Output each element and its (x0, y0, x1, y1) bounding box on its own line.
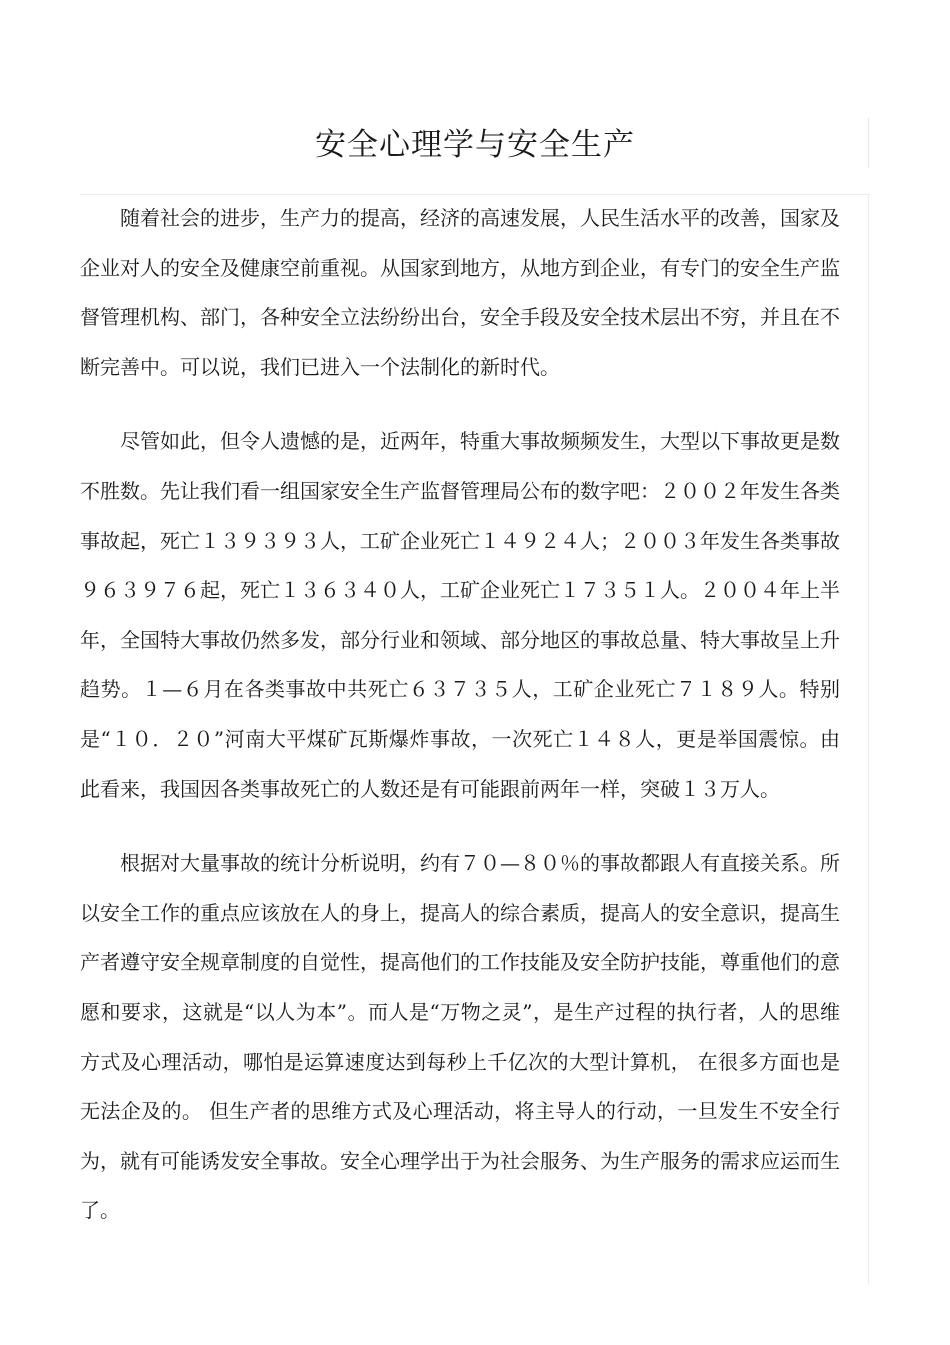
paragraph-3: 根据对大量事故的统计分析说明，约有７０—８０％的事故都跟人有直接关系。所以安全工作的重点应该放在人的身上，提高人的综合素质，提高人的安全意识，提高生产者遵守安全规章制度的自觉性，提高他们的工作技能及安全防护技能，尊重他们的意愿和要求，这就是“以人为本”。而人是“万物之灵”，是生产过程的执行者，人的思维方式及心理活动，哪怕是运算速度达到每秒上千亿次的大型计算机， 在很多方面也是无法企及的。 但生产者的思维方式及心理活动，将主导人的行动，一旦发生不安全行为，就有可能诱发安全事故。安全心理学出于为社会服务、为生产服务的需求应运而生了。 (80, 851, 840, 1223)
body-divider-vertical (868, 195, 869, 1285)
document-title: 安全心理学与安全生产 (315, 127, 635, 163)
paragraph-1: 随着社会的进步，生产力的提高，经济的高速发展，人民生活水平的改善，国家及企业对人的安全及健康空前重视。从国家到地方，从地方到企业，有专门的安全生产监督管理机构、部门，各种安全立法纷纷出台，安全手段及安全技术层出不穷，并且在不断完善中。可以说，我们已进入一个法制化的新时代。 (80, 206, 840, 379)
document-body (80, 194, 840, 1261)
paragraph-2: 尽管如此，但令人遗憾的是，近两年，特重大事故频频发生，大型以下事故更是数不胜数。先让我们看一组国家安全生产监督管理局公布的数字吧：２００２年发生各类事故起，死亡１３９３９３人，工矿企业死亡１４９２４人；２００３年发生各类事故９６３９７６起，死亡１３６３４０人，工矿企业死亡１７３５１人。２００４年上半年，全国特大事故仍然多发，部分行业和领域、部分地区的事故总量、特大事故呈上升趋势。１—６月在各类事故中共死亡６３７３５人，工矿企业死亡７１８９人。特别是“１０．２０”河南大平煤矿瓦斯爆炸事故，一次死亡１４８人，更是举国震惊。由此看来，我国因各类事故死亡的人数还是有可能跟前两年一样，突破１３万人。 (80, 429, 840, 801)
header-divider-vertical (868, 118, 869, 168)
